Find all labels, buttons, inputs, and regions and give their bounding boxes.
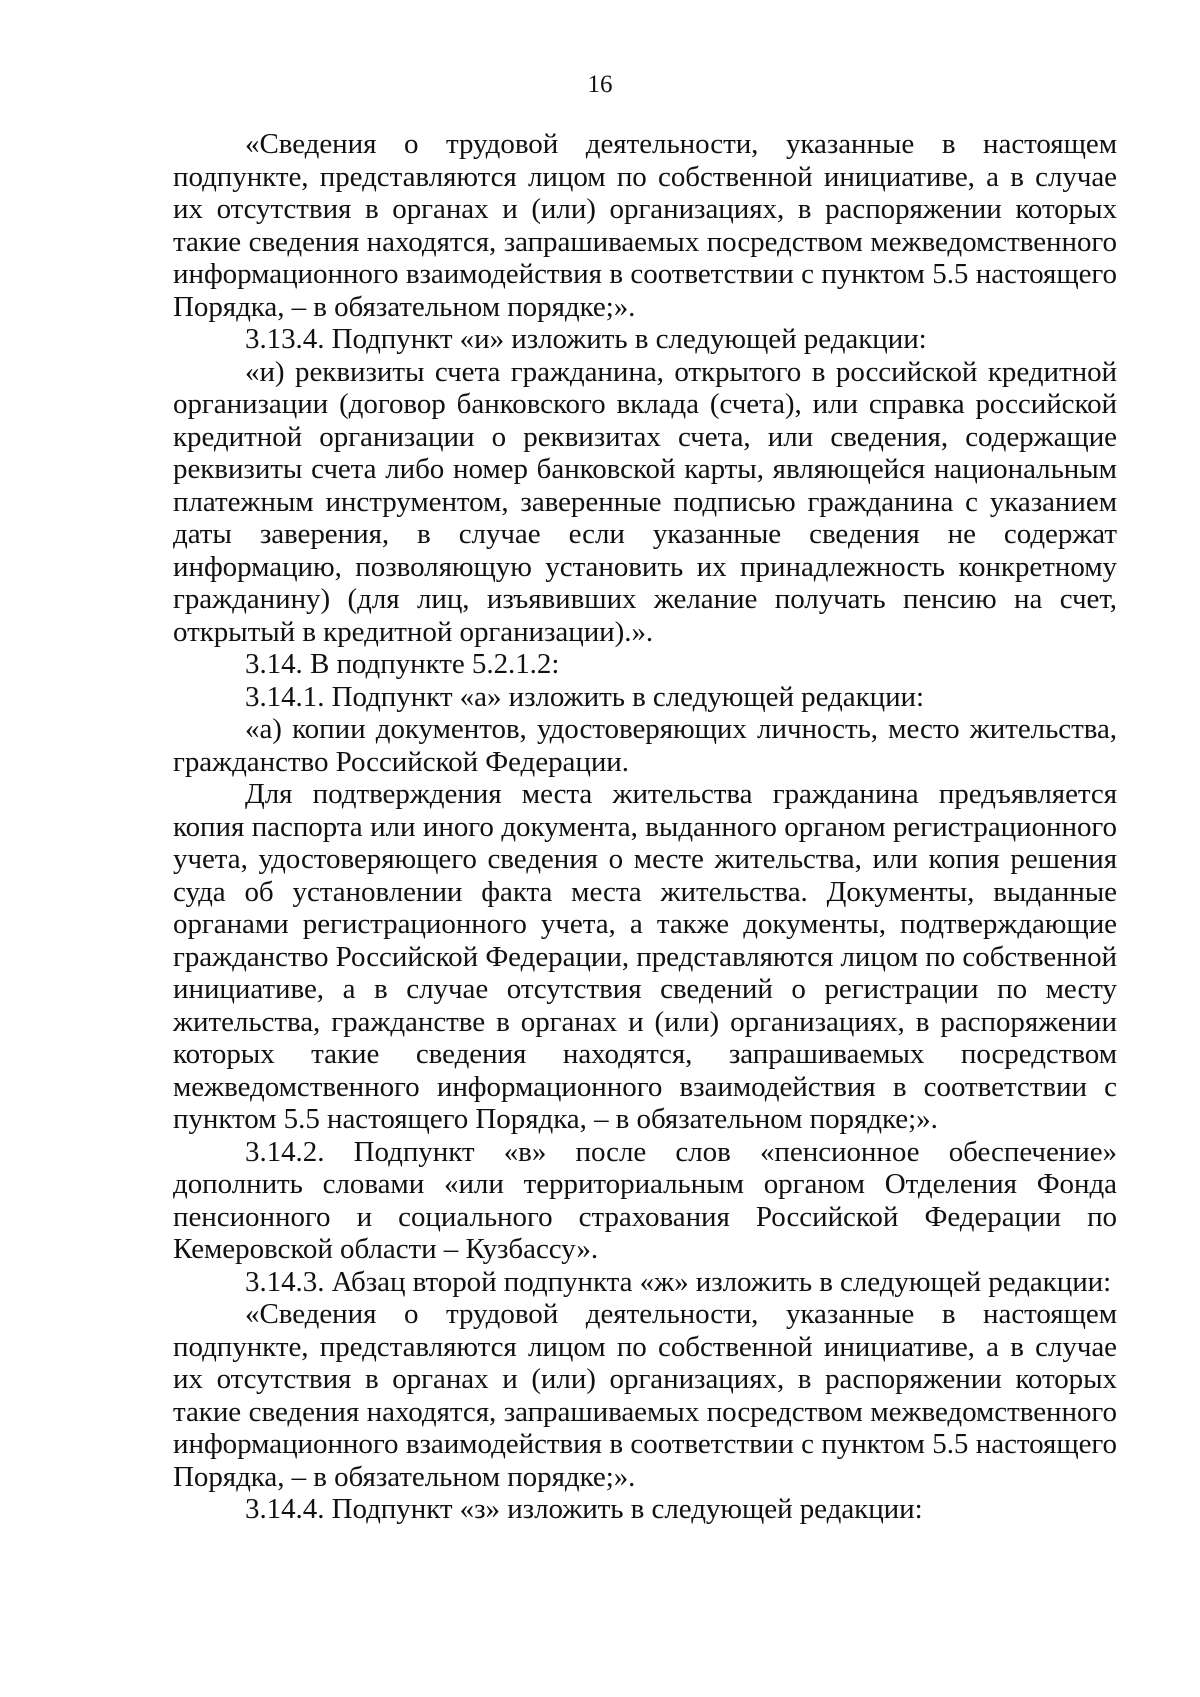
paragraph-3-14-3: 3.14.3. Абзац второй подпункта «ж» изложить в следующей редакции:: [245, 1265, 1112, 1298]
paragraph-work-info-note-2: «Сведения о трудовой деятельности, указанные в настоящем подпункте, представляются лицом по собственной инициативе, а в случае их отсутствия в органах и (или) организациях, в распоряжении которых такие сведения находятся, запрашиваемых посредством межведомственного информационного взаимодействия в соответствии с пунктом 5.5 настоящего Порядка, – в обязательном порядке;».: [173, 1298, 1117, 1493]
paragraph-3-14: 3.14. В подпункте 5.2.1.2:: [245, 648, 560, 680]
paragraph-3-14-2: 3.14.2. Подпункт «в» после слов «пенсионное обеспечение» дополнить словами «или территориальным органом Отделения Фонда пенсионного и социального страхования Российской Федерации по Кемеровской области – Кузбассу».: [173, 1135, 1117, 1265]
paragraph-3-13-4: 3.13.4. Подпункт «и» изложить в следующей редакции:: [245, 323, 927, 355]
paragraph-subitem-a: «а) копии документов, удостоверяющих личность, место жительства, гражданство Российской Федерации.: [173, 713, 1117, 778]
paragraph-work-info-note-1: «Сведения о трудовой деятельности, указанные в настоящем подпункте, представляются лицом по собственной инициативе, а в случае их отсутствия в органах и (или) организациях, в распоряжении которых такие сведения находятся, запрашиваемых посредством межведомственного информационного взаимодействия в соответствии с пунктом 5.5 настоящего Порядка, – в обязательном порядке;».: [173, 128, 1117, 323]
paragraph-subitem-i: «и) реквизиты счета гражданина, открытого в российской кредитной организации (договор банковского вклада (счета), или справка российской кредитной организации о реквизитах счета, или сведения, содержащие реквизиты счета либо номер банковской карты, являющейся национальным платежным инструментом, заверенные подписью гражданина с указанием даты заверения, в случае если указанные сведения не содержат информацию, позволяющую установить их принадлежность конкретному гражданину) (для лиц, изъявивших желание получать пенсию на счет, открытый в кредитной организации).».: [173, 355, 1117, 648]
page-number: 16: [587, 71, 613, 98]
document-body: [173, 128, 1117, 1526]
paragraph-3-14-4: 3.14.4. Подпункт «з» изложить в следующей редакции:: [245, 1493, 923, 1525]
paragraph-3-14-1: 3.14.1. Подпункт «а» изложить в следующей редакции:: [245, 680, 925, 713]
paragraph-residence-confirmation: Для подтверждения места жительства гражданина предъявляется копия паспорта или иного документа, выданного органом регистрационного учета, удостоверяющего сведения о месте жительства, или копия решения суда об установлении факта места жительства. Документы, выданные органами регистрационного учета, а также документы, подтверждающие гражданство Российской Федерации, представляются лицом по собственной инициативе, а в случае отсутствия сведений о регистрации по месту жительства, гражданстве в органах и (или) организациях, в распоряжении которых такие сведения находятся, запрашиваемых посредством межведомственного информационного взаимодействия в соответствии с пунктом 5.5 настоящего Порядка, – в обязательном порядке;».: [173, 778, 1117, 1135]
